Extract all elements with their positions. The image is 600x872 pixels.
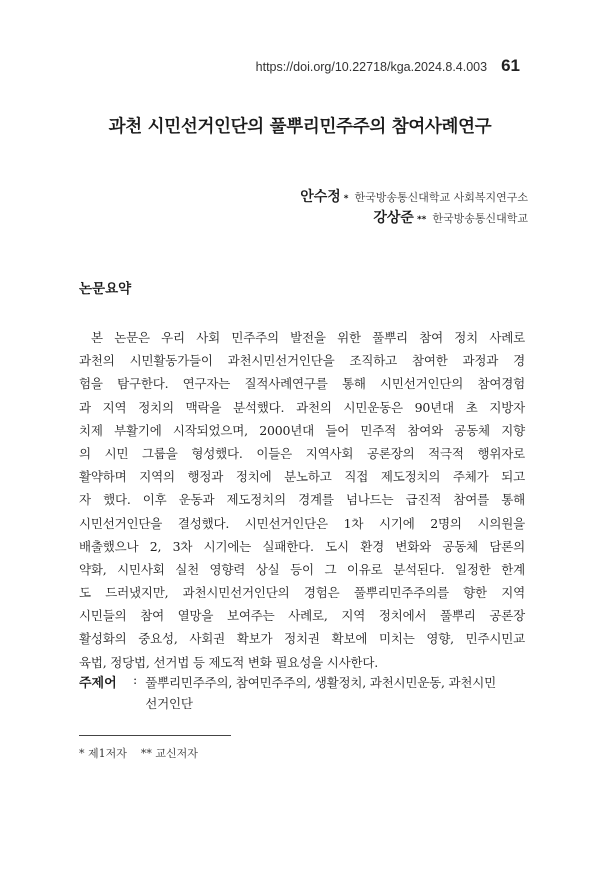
keywords-colon: :: [133, 672, 138, 687]
abstract-body: [79, 326, 525, 674]
author-name: 강상준: [373, 210, 414, 226]
keywords-label-text: 주제어: [79, 676, 117, 691]
keywords-list: [145, 672, 496, 714]
author-row-corresponding: [300, 207, 528, 228]
keywords-label: [79, 672, 133, 714]
abstract-line: 본 논문은 우리 사회 민주주의 발전을 위한 풀뿌리 참여 정치 사례로: [91, 330, 525, 345]
paper-title: 과천 시민선거인단의 풀뿌리민주주의 참여사례연구: [108, 117, 492, 137]
footnote-divider: [79, 735, 231, 736]
author-row-first: [300, 186, 528, 207]
author-affiliation: 한국방송통신대학교 사회복지연구소: [354, 191, 528, 204]
abstract-line: 도 드러냈지만, 과천시민선거인단의 경험은 풀뿌리민주주의를 향한 지역: [79, 585, 525, 601]
author-footnote-mark: *: [343, 194, 349, 204]
keywords-line: 선거인단: [145, 696, 193, 711]
abstract-line: 과 지역 정치의 맥락을 분석했다. 과천의 시민운동은 90년대 초 지방자: [79, 399, 525, 415]
abstract-line: 험을 탐구한다. 연구자는 질적사례연구를 통해 시민선거인단의 참여경험: [79, 376, 525, 392]
author-footnote-mark: **: [416, 215, 427, 225]
keywords-block: [79, 672, 539, 714]
footnote-corresponding-author: ** 교신저자: [140, 747, 198, 760]
abstract-line: 자 했다. 이후 운동과 제도정치의 경계를 넘나드는 급진적 참여를 통해: [79, 492, 525, 508]
author-block: [300, 186, 528, 228]
abstract-line: 약화, 시민사회 실천 영향력 상실 등이 그 이유로 분석된다. 일정한 한계: [79, 561, 525, 577]
author-name: 안수정: [300, 189, 341, 205]
abstract-line: 활약하며 지역의 행정과 정치에 분노하고 직접 제도정치의 주체가 되고: [79, 469, 525, 485]
author-affiliation: 한국방송통신대학교: [432, 212, 528, 225]
abstract-heading: 논문요약: [79, 281, 132, 297]
abstract-line: 과천의 시민활동가들이 과천시민선거인단을 조직하고 참여한 과정과 경: [79, 353, 525, 369]
keywords-line: 풀뿌리민주주의, 참여민주주의, 생활정치, 과천시민운동, 과천시민: [145, 675, 497, 690]
abstract-line: 배출했으나 2, 3차 시기에는 실패한다. 도시 환경 변화와 공동체 담론의: [79, 538, 525, 554]
abstract-line: 육법, 정당법, 선거법 등 제도적 변화 필요성을 시사한다.: [79, 654, 378, 670]
footnote-first-author: * 제1저자: [79, 747, 127, 760]
abstract-line: 시민들의 참여 열망을 보여주는 사례로, 지역 정치에서 풀뿌리 공론장: [79, 608, 525, 624]
footnotes: [79, 745, 198, 761]
abstract-line: 활성화의 중요성, 사회권 확보가 정치권 확보에 미치는 영향, 민주시민교: [79, 631, 525, 647]
page-number: 61: [501, 56, 520, 75]
abstract-line: 시민선거인단을 결성했다. 시민선거인단은 1차 시기에 2명의 시의원을: [79, 515, 525, 531]
running-header: [256, 56, 520, 76]
abstract-line: 치제 부활기에 시작되었으며, 2000년대 들어 민주적 참여와 공동체 지향: [79, 422, 525, 438]
doi-link[interactable]: https://doi.org/10.22718/kga.2024.8.4.003: [255, 60, 488, 74]
abstract-line: 의 시민 그룹을 형성했다. 이들은 지역사회 공론장의 적극적 행위자로: [79, 445, 525, 461]
